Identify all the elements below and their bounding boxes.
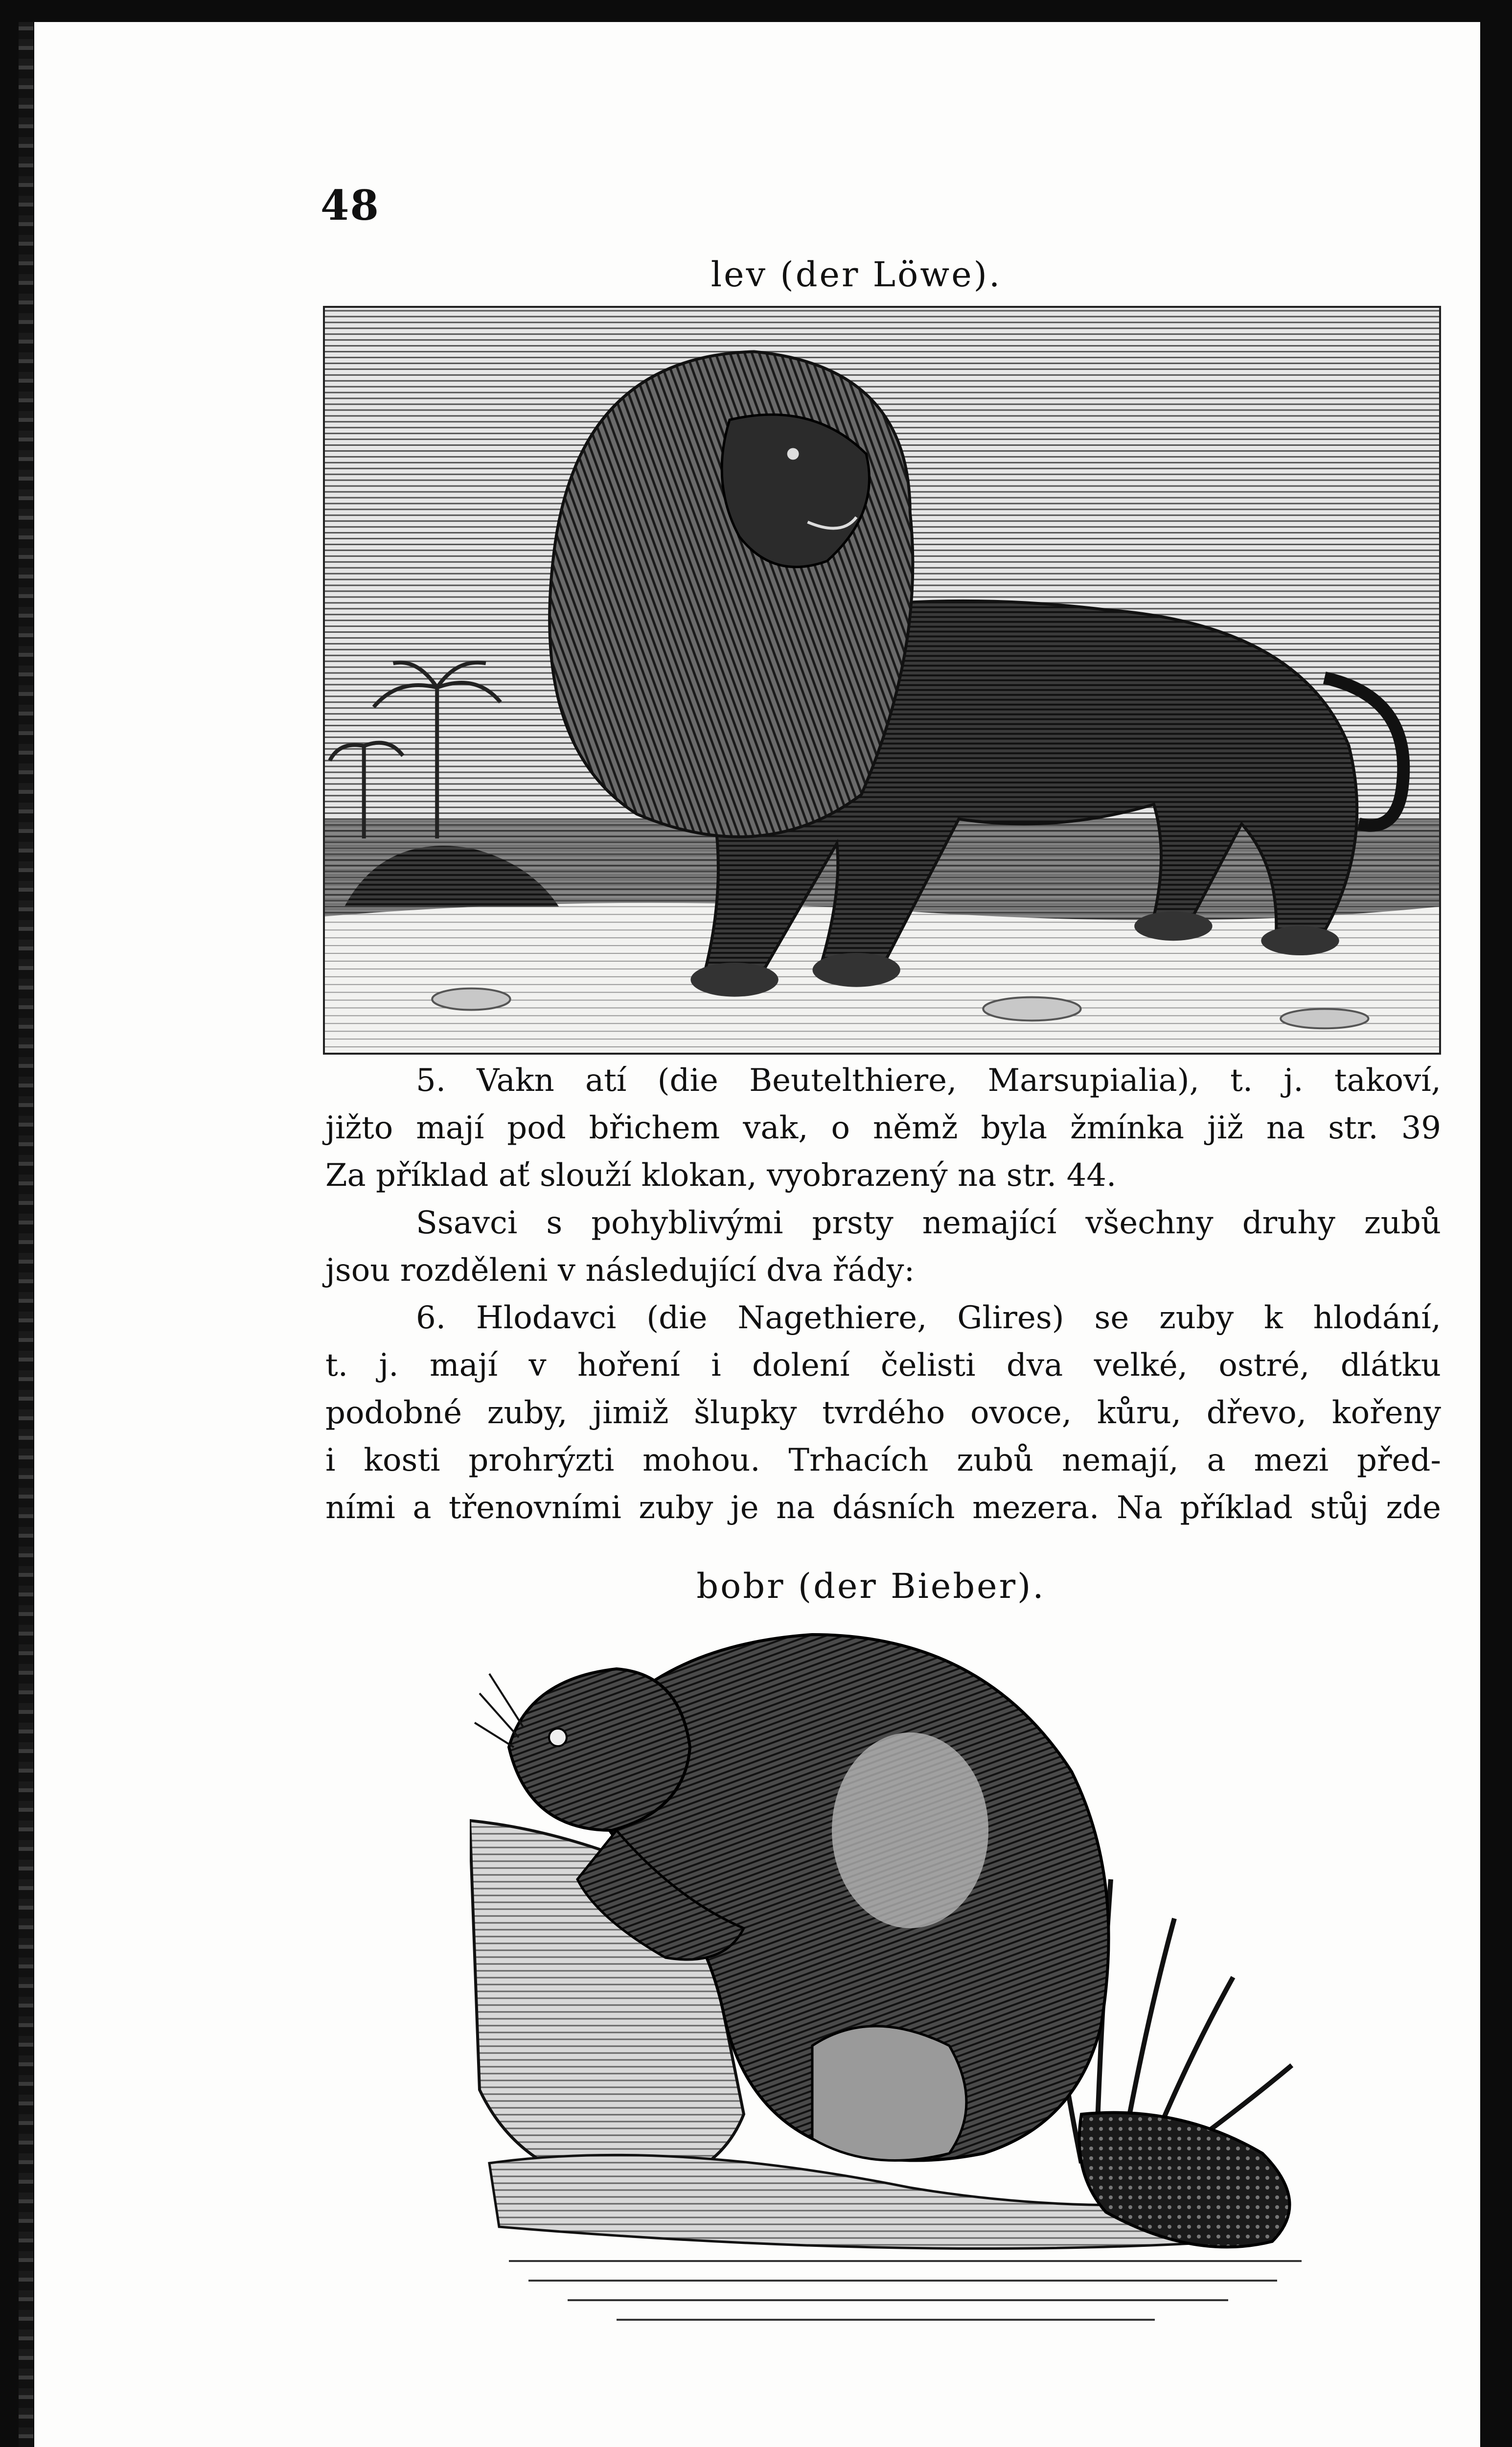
scan-border-top bbox=[0, 0, 1512, 22]
beaver-illustration bbox=[470, 1625, 1341, 2334]
lion-engraving-icon bbox=[325, 308, 1439, 1053]
text-line: podobné zuby, jimiž šlupky tvrdého ovoce, kůru, dřevo, kořeny bbox=[325, 1395, 1441, 1431]
page-number: 48 bbox=[321, 181, 380, 230]
beaver-engraving-icon bbox=[470, 1625, 1341, 2334]
text-line: i kosti prohrýzti mohou. Trhacích zubů nemají, a mezi před- bbox=[325, 1442, 1441, 1478]
lion-illustration bbox=[323, 306, 1441, 1055]
beaver-caption: bobr (der Bieber). bbox=[696, 1566, 1046, 1606]
text-line: jsou rozděleni v následující dva řády: bbox=[325, 1252, 915, 1289]
text-line: 6. Hlodavci (die Nagethiere, Glires) se zuby k hlodání, bbox=[416, 1300, 1441, 1336]
scan-binding-edge bbox=[19, 0, 33, 2447]
text-line: ními a třenovními zuby je na dásních mezera. Na příklad stůj zde bbox=[325, 1490, 1441, 1526]
scan-border-right bbox=[1480, 0, 1512, 2447]
scan-border-left bbox=[0, 0, 34, 2447]
text-line: Ssavci s pohyblivými prsty nemající všechny druhy zubů bbox=[416, 1205, 1441, 1241]
text-line: Za příklad ať slouží klokan, vyobrazený na str. 44. bbox=[325, 1157, 1117, 1194]
body-text bbox=[325, 1057, 1441, 1532]
text-line: t. j. mají v hoření i dolení čelisti dva velké, ostré, dlátku bbox=[325, 1347, 1441, 1384]
text-line: jižto mají pod břichem vak, o němž byla žmínka již na str. 39 bbox=[325, 1110, 1441, 1146]
lion-caption: lev (der Löwe). bbox=[710, 254, 1002, 295]
text-line: 5. Vakn atí (die Beutelthiere, Marsupialia), t. j. takoví, bbox=[416, 1062, 1441, 1099]
